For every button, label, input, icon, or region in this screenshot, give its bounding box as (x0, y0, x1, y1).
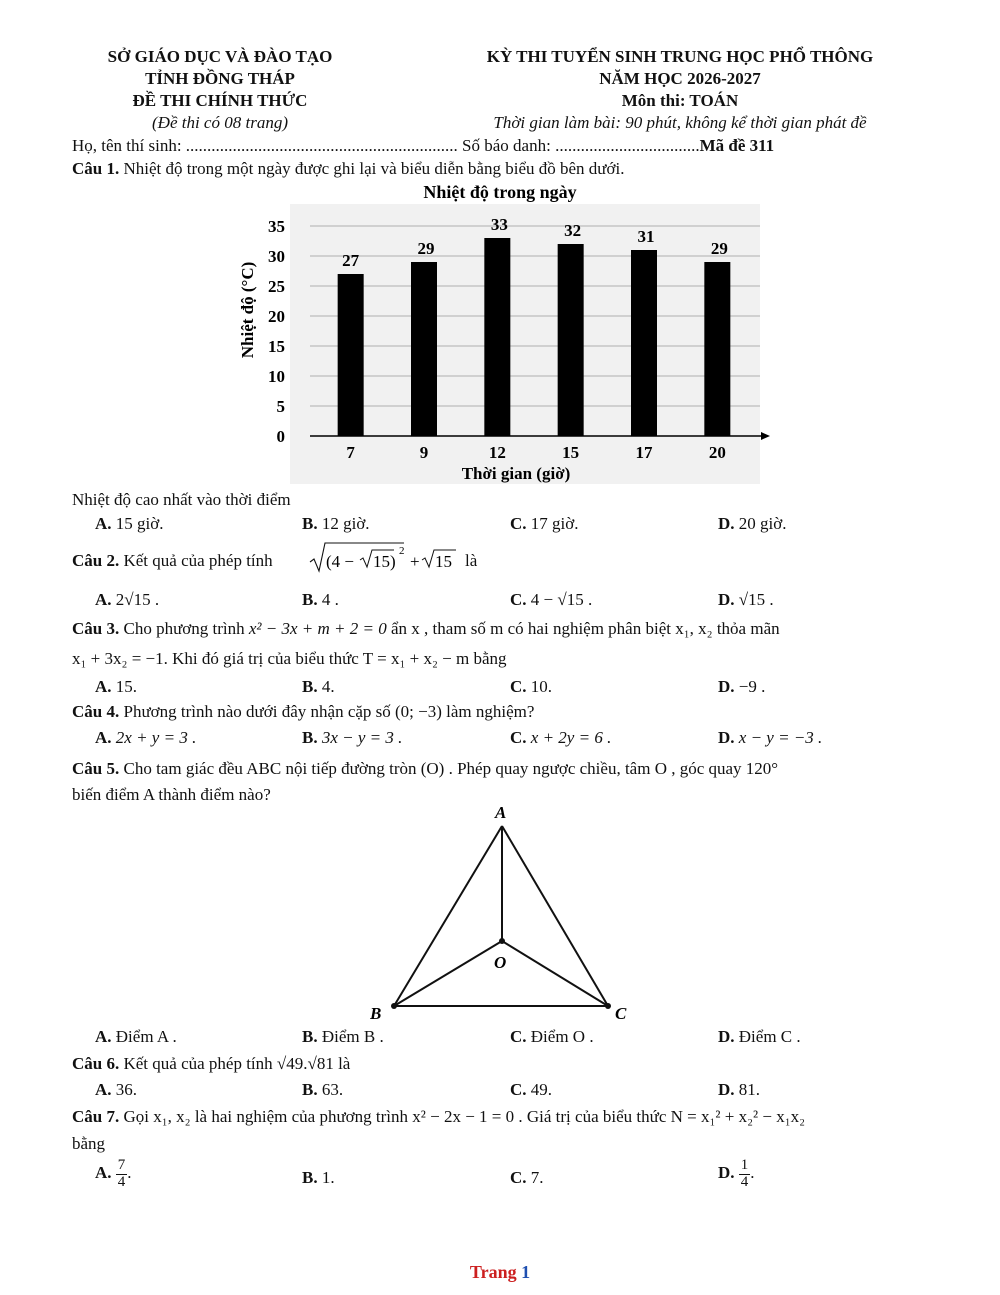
svg-text:15): 15) (373, 552, 396, 571)
opt-text: 4 − √15 . (530, 590, 593, 609)
q7-line-2: bằng (72, 1134, 106, 1153)
q3-option-d[interactable] (718, 677, 765, 697)
bar (558, 244, 584, 436)
opt-letter: D. (718, 1080, 735, 1099)
opt-text: 2x + y = 3 . (115, 728, 197, 747)
label-a: A (495, 803, 507, 822)
triangle-diagram (370, 798, 640, 1028)
q7-option-a[interactable]: A. $\frac{7}{4}$ . (95, 1157, 132, 1190)
official-label: ĐỀ THI CHÍNH THỨC (132, 91, 308, 110)
opt-text: 49. (530, 1080, 553, 1099)
q1-label: Câu 1. (72, 159, 120, 178)
opt-letter: D. (718, 514, 735, 533)
opt-letter: A. (95, 1027, 112, 1046)
opt-letter: C. (510, 1168, 527, 1187)
label-o: O (494, 953, 507, 972)
opt-text: √15 . (738, 590, 774, 609)
x-tick-label: 17 (635, 443, 653, 462)
q6-text: Kết quả của phép tính √49.√81 là (123, 1054, 351, 1073)
question-2 (72, 551, 273, 571)
q4-option-b[interactable] (302, 728, 402, 748)
q5-option-d[interactable] (718, 1027, 801, 1047)
q7-text: Gọi x₁, x₂ là hai nghiệm của phương trình x² − 2x − 1 = 0 . Giá trị của biểu thức N = x₁² + x₂² − x₁x₂ (123, 1107, 806, 1126)
opt-letter: D. (718, 1027, 735, 1046)
opt-text: 81. (738, 1080, 761, 1099)
bar (338, 274, 364, 436)
x-tick-label: 7 (346, 443, 355, 462)
point-o-dot (499, 938, 505, 944)
q2-tail: là (465, 551, 478, 570)
q6-option-c[interactable] (510, 1080, 552, 1100)
y-axis-title: Nhiệt độ (°C) (238, 261, 257, 359)
q3-label: Câu 3. (72, 619, 120, 638)
opt-text: 3x − y = 3 . (321, 728, 403, 747)
exam-code: Mã đề 311 (699, 136, 775, 155)
opt-letter: A. (95, 1080, 112, 1099)
candidate-fields: Họ, tên thí sinh: ................................................................ Số báo danh: .................................. (72, 136, 700, 155)
page-number: 1 (521, 1262, 531, 1282)
opt-text: x − y = −3 . (738, 728, 823, 747)
q1-option-c[interactable] (510, 514, 579, 534)
y-tick-label: 30 (268, 247, 285, 266)
fraction-7-4 (116, 1158, 128, 1191)
x-tick-label: 12 (488, 443, 506, 462)
x-tick-label: 20 (708, 443, 726, 462)
frac-den: 4 (117, 1173, 126, 1190)
q5-line-2: biến điểm A thành điểm nào? (72, 785, 271, 804)
bar (484, 238, 510, 436)
x-tick-label: 9 (419, 443, 429, 462)
opt-letter: D. (718, 1163, 735, 1183)
x-axis-arrow (761, 432, 770, 440)
province: TỈNH ĐỒNG THÁP (145, 69, 295, 88)
opt-letter: A. (95, 728, 112, 747)
school-year: NĂM HỌC 2026-2027 (599, 69, 761, 88)
q5-label: Câu 5. (72, 759, 120, 778)
opt-letter: A. (95, 677, 112, 696)
frac-num: 7 (117, 1157, 126, 1173)
opt-text: 7. (530, 1168, 544, 1187)
opt-letter: D. (718, 728, 735, 747)
q5-option-a[interactable] (95, 1027, 177, 1047)
opt-text: Điểm B . (321, 1027, 384, 1046)
q3-option-c[interactable] (510, 677, 552, 697)
opt-text: −9 . (738, 677, 766, 696)
q4-label: Câu 4. (72, 702, 120, 721)
bar (631, 250, 657, 436)
y-tick-labels (268, 217, 285, 446)
opt-letter: B. (302, 1027, 318, 1046)
point-b-dot (391, 1003, 397, 1009)
duration: Thời gian làm bài: 90 phút, không kể thời gian phát đề (493, 113, 867, 132)
y-tick-label: 0 (276, 427, 285, 446)
frac-den: 4 (740, 1173, 749, 1190)
segment-ob (394, 941, 502, 1006)
q6-option-b[interactable] (302, 1080, 343, 1100)
opt-letter: B. (302, 514, 318, 533)
opt-text: 4 . (321, 590, 339, 609)
question-5 (72, 759, 778, 779)
q7-option-c[interactable] (510, 1168, 544, 1188)
svg-text:2: 2 (399, 545, 405, 557)
opt-text: x + 2y = 6 . (530, 728, 612, 747)
svg-text:(4 −: (4 − (326, 552, 354, 571)
q3-line-2: x₁ + 3x₂ = −1. Khi đó giá trị của biểu thức T = x₁ + x₂ − m bằng (72, 649, 507, 668)
q1-question: Nhiệt độ cao nhất vào thời điểm (72, 490, 291, 509)
chart-title: Nhiệt độ trong ngày (423, 182, 577, 202)
q3-option-b[interactable] (302, 677, 335, 697)
opt-letter: B. (302, 1080, 318, 1099)
svg-text:15: 15 (435, 552, 452, 571)
opt-text: 20 giờ. (738, 514, 787, 533)
label-c: C (615, 1004, 627, 1023)
page-footer (0, 1262, 1000, 1283)
question-6 (72, 1054, 350, 1074)
opt-letter: B. (302, 1168, 318, 1187)
q1-option-a[interactable] (95, 514, 164, 534)
bar (411, 262, 437, 436)
q1-text: Nhiệt độ trong một ngày được ghi lại và biểu diễn bằng biểu đồ bên dưới. (123, 159, 625, 178)
y-tick-label: 25 (268, 277, 285, 296)
q6-option-a[interactable] (95, 1080, 137, 1100)
y-tick-label: 15 (268, 337, 285, 356)
q2-option-a[interactable] (95, 590, 159, 610)
q6-option-d[interactable] (718, 1080, 760, 1100)
segment-oc (502, 941, 608, 1006)
q7-option-d[interactable]: D. $\frac{1}{4}$ . (718, 1157, 755, 1190)
header-right (400, 46, 960, 134)
opt-letter: C. (510, 590, 527, 609)
page-count: (Đề thi có 08 trang) (152, 113, 288, 132)
q4-option-c[interactable] (510, 728, 611, 748)
opt-text: 15. (115, 677, 138, 696)
exam-title: KỲ THI TUYỂN SINH TRUNG HỌC PHỔ THÔNG (486, 47, 874, 66)
opt-letter: C. (510, 1080, 527, 1099)
q2-text: Kết quả của phép tính (123, 551, 273, 570)
temperature-chart (230, 178, 770, 488)
q5-option-c[interactable] (510, 1027, 594, 1047)
question-1 (72, 159, 624, 179)
q1-option-b[interactable] (302, 514, 370, 534)
department: SỞ GIÁO DỤC VÀ ĐÀO TẠO (107, 47, 333, 66)
y-tick-label: 10 (268, 367, 285, 386)
opt-text: Điểm O . (530, 1027, 594, 1046)
edge-ac (502, 826, 608, 1006)
opt-letter: C. (510, 728, 527, 747)
q3-equation: x² − 3x + m + 2 = 0 (248, 619, 387, 638)
candidate-line (72, 136, 952, 156)
y-tick-label: 5 (276, 397, 285, 416)
q6-label: Câu 6. (72, 1054, 120, 1073)
x-tick-label: 15 (562, 443, 580, 462)
q4-option-a[interactable] (95, 728, 196, 748)
opt-letter: D. (718, 677, 735, 696)
q2-option-b[interactable] (302, 590, 339, 610)
opt-text: 10. (530, 677, 553, 696)
header-left (60, 46, 380, 134)
frac-num: 1 (740, 1157, 749, 1173)
opt-text: Điểm C . (738, 1027, 801, 1046)
opt-text: 2√15 . (115, 590, 160, 609)
question-3 (72, 619, 780, 639)
opt-letter: B. (302, 677, 318, 696)
q4-option-d[interactable] (718, 728, 822, 748)
q2-label: Câu 2. (72, 551, 120, 570)
question-7 (72, 1107, 805, 1127)
y-tick-label: 20 (268, 307, 285, 326)
x-axis-title: Thời gian (giờ) (461, 464, 571, 483)
q7-label: Câu 7. (72, 1107, 120, 1126)
opt-text: 36. (115, 1080, 138, 1099)
subject: Môn thi: TOÁN (621, 91, 739, 110)
opt-text: 12 giờ. (321, 514, 370, 533)
q7-option-b[interactable] (302, 1168, 335, 1188)
point-c-dot (605, 1003, 611, 1009)
opt-letter: A. (95, 1163, 112, 1183)
data-label: 31 (637, 227, 655, 246)
label-b: B (370, 1004, 382, 1023)
opt-letter: A. (95, 514, 112, 533)
q5-text: Cho tam giác đều ABC nội tiếp đường tròn (O) . Phép quay ngược chiều, tâm O , góc quay 120° (123, 759, 779, 778)
q2-option-d[interactable] (718, 590, 774, 610)
data-label: 29 (710, 239, 728, 258)
y-tick-label: 35 (268, 217, 285, 236)
edge-ab (394, 826, 502, 1006)
opt-letter: C. (510, 514, 527, 533)
q5-option-b[interactable] (302, 1027, 384, 1047)
q1-option-d[interactable] (718, 514, 787, 534)
opt-text: 1. (321, 1168, 335, 1187)
data-label: 29 (417, 239, 435, 258)
opt-text: 15 giờ. (115, 514, 164, 533)
question-4 (72, 702, 534, 722)
q3-text-b: ẩn x , tham số m có hai nghiệm phân biệt x₁, x₂ thỏa mãn (391, 619, 780, 638)
data-label: 33 (490, 215, 508, 234)
svg-text:+: + (410, 552, 420, 571)
page-word: Trang (469, 1262, 517, 1282)
q2-expression (308, 538, 458, 578)
q4-text: Phương trình nào dưới đây nhận cặp số (0; −3) làm nghiệm? (123, 702, 535, 721)
opt-text: Điểm A . (115, 1027, 177, 1046)
opt-letter: B. (302, 590, 318, 609)
data-label: 27 (342, 251, 360, 270)
opt-letter: A. (95, 590, 112, 609)
opt-text: 17 giờ. (530, 514, 579, 533)
q3-text-a: Cho phương trình (123, 619, 245, 638)
opt-letter: B. (302, 728, 318, 747)
opt-text: 63. (321, 1080, 344, 1099)
q3-option-a[interactable] (95, 677, 137, 697)
opt-text: 4. (321, 677, 335, 696)
data-label: 32 (564, 221, 582, 240)
q2-option-c[interactable] (510, 590, 592, 610)
opt-letter: C. (510, 1027, 527, 1046)
fraction-1-4 (739, 1158, 751, 1191)
opt-letter: D. (718, 590, 735, 609)
bar (704, 262, 730, 436)
opt-letter: C. (510, 677, 527, 696)
